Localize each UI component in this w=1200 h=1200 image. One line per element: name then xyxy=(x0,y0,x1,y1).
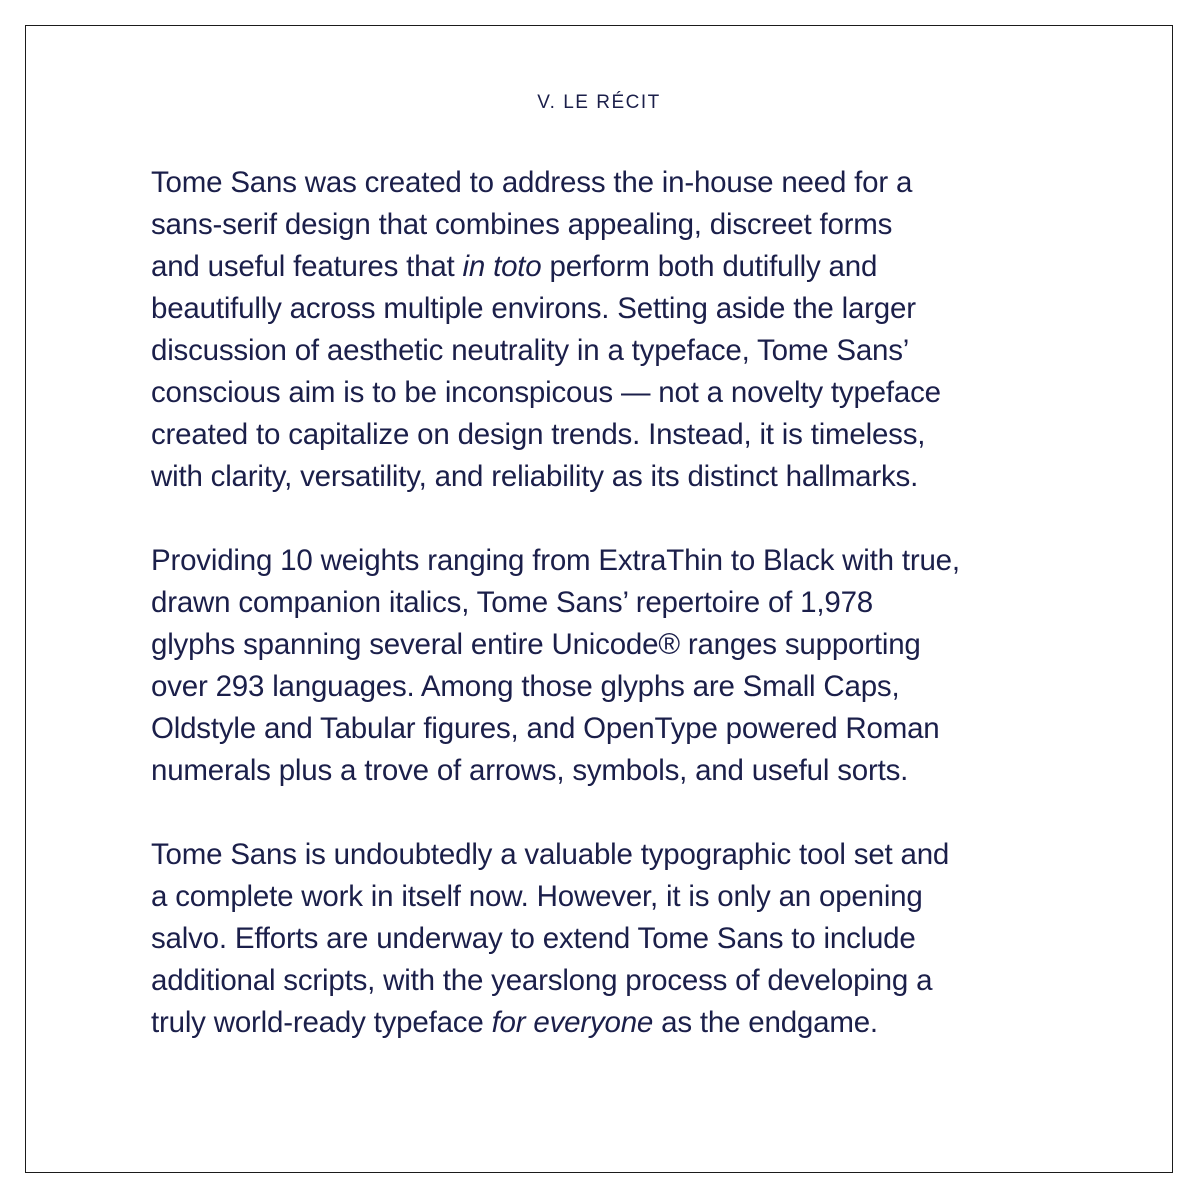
italic-phrase: in toto xyxy=(462,250,542,283)
text-line: and useful features that in toto perform both dutifully and xyxy=(151,250,878,283)
page-frame xyxy=(25,25,1173,1173)
text-line: Tome Sans was created to address the in-house need for a xyxy=(151,166,913,199)
text-line: created to capitalize on design trends. Instead, it is timeless, xyxy=(151,418,926,451)
text-line: additional scripts, with the yearslong process of developing a xyxy=(151,964,933,997)
text-line: with clarity, versatility, and reliability as its distinct hallmarks. xyxy=(151,460,919,493)
text-line: a complete work in itself now. However, it is only an opening xyxy=(151,880,923,913)
italic-phrase: for everyone xyxy=(491,1006,654,1039)
text-line: beautifully across multiple environs. Setting aside the larger xyxy=(151,292,916,325)
text-line: discussion of aesthetic neutrality in a typeface, Tome Sans’ xyxy=(151,334,910,367)
text-line: glyphs spanning several entire Unicode® ranges supporting xyxy=(151,628,921,661)
text-line: Providing 10 weights ranging from ExtraThin to Black with true, xyxy=(151,544,960,577)
text-line: conscious aim is to be inconspicous — not a novelty typeface xyxy=(151,376,941,409)
text-line: truly world-ready typeface for everyone as the endgame. xyxy=(151,1006,878,1039)
text-line: over 293 languages. Among those glyphs are Small Caps, xyxy=(151,670,900,703)
paragraph-2 xyxy=(151,540,1091,792)
text-line: Oldstyle and Tabular figures, and OpenType powered Roman xyxy=(151,712,940,745)
text-line: sans-serif design that combines appealing, discreet forms xyxy=(151,208,893,241)
text-line: salvo. Efforts are underway to extend Tome Sans to include xyxy=(151,922,916,955)
paragraph-1 xyxy=(151,162,1091,498)
section-heading: V. LE RÉCIT xyxy=(537,92,661,113)
text-line: numerals plus a trove of arrows, symbols, and useful sorts. xyxy=(151,754,909,787)
body-text xyxy=(151,162,1091,1044)
text-line: drawn companion italics, Tome Sans’ repertoire of 1,978 xyxy=(151,586,873,619)
paragraph-3 xyxy=(151,834,1091,1044)
text-line: Tome Sans is undoubtedly a valuable typographic tool set and xyxy=(151,838,950,871)
